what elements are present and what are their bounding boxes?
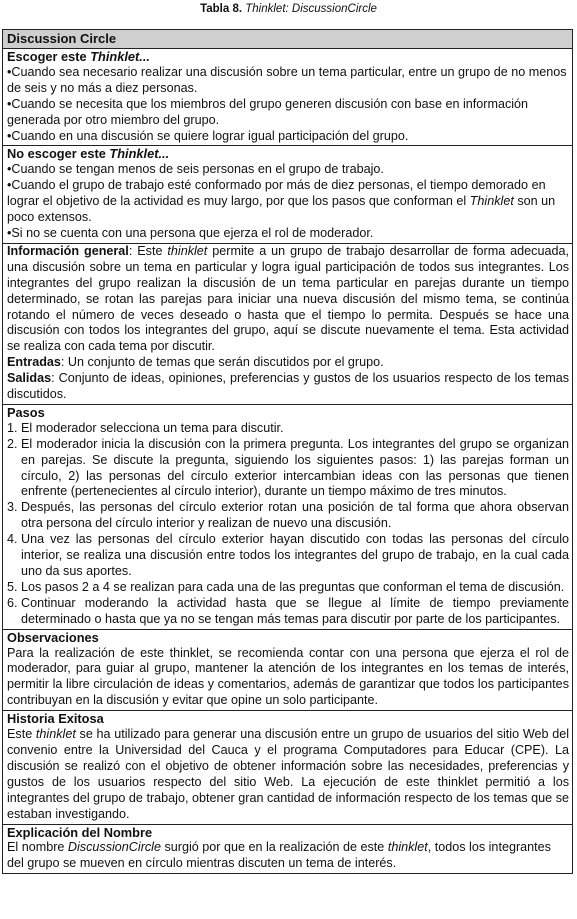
steps-section-row <box>3 404 573 629</box>
table-header-row <box>3 30 573 49</box>
choose-item-1: •Cuando sea necesario realizar una discusión sobre un tema particular, entre un grupo de no menos de seis y no más a diez personas. <box>7 64 567 95</box>
not-choose-item-2-emph: Thinklet <box>469 194 514 209</box>
thinklet-table <box>2 29 573 874</box>
choose-title-prefix: Escoger este <box>7 49 91 64</box>
step-number: 2. <box>7 436 18 451</box>
table-caption <box>0 0 577 18</box>
step-number: 4. <box>7 532 18 547</box>
general-section-row <box>3 243 573 404</box>
not-choose-title-prefix: No escoger este <box>7 146 110 162</box>
step-number: 6. <box>7 595 18 610</box>
name-title: Explicación del Nombre <box>7 824 153 840</box>
caption-title: Thinklet: DiscussionCircle <box>245 3 377 15</box>
choose-title <box>7 49 569 65</box>
general-info-paragraph <box>7 244 569 355</box>
not-choose-item-2 <box>7 178 569 226</box>
general-info-text-b: permite a un grupo de trabajo desarrollar de forma adecuada, una discusión sobre un tema en particular y logra igual participación de todos sus integrantes. Los integrantes del grupo realizan la discusión de un tema particular en parejas durante un tiempo determinado, se rotan las parejas para iniciar una nueva discusión del mismo tema, se continúa rotando el número de veces deseado o hasta que el tiempo lo permita. Después se hace una discusión con todos los integrantes del grupo, aquí se discute nuevamente el tema. Esta actividad se realiza con cada tema por discutir. <box>7 243 569 354</box>
not-choose-item-3: •Si no se cuenta con una persona que ejerza el rol de moderador. <box>7 225 374 240</box>
outputs-text: : Conjunto de ideas, opiniones, preferencias y gustos de los usuarios respecto de los temas discutidos. <box>7 371 569 402</box>
not-choose-section-row <box>3 146 573 243</box>
name-text-emph-2: thinklet <box>387 840 428 855</box>
steps-title: Pasos <box>7 404 45 420</box>
observations-section-row <box>3 629 573 711</box>
name-text-b: surgió por que en la realización de este <box>160 840 388 855</box>
choose-item-3: •Cuando en una discusión se quiere lograr igual participación del grupo. <box>7 128 409 143</box>
not-choose-section <box>3 146 573 243</box>
general-info-label: Información general <box>7 243 129 258</box>
name-text <box>7 840 569 872</box>
step-text: El moderador selecciona un tema para discutir. <box>21 420 284 435</box>
step-item <box>7 500 569 532</box>
not-choose-title-emph: Thinklet... <box>109 146 170 162</box>
steps-section <box>3 404 573 629</box>
not-choose-item-2-text: •Cuando el grupo de trabajo esté conformado por más de diez personas, el tiempo demorado en lograr el objetivo de la actividad es muy largo, por que los pasos que conforman el <box>7 178 546 209</box>
success-title: Historia Exitosa <box>7 711 104 727</box>
name-section-row <box>3 824 573 874</box>
observations-title: Observaciones <box>7 629 99 645</box>
step-item <box>7 421 569 437</box>
general-info-emph: thinklet <box>167 243 208 258</box>
steps-list <box>7 421 569 628</box>
step-item <box>7 580 569 596</box>
inputs-text: : Un conjunto de temas que serán discutidos por el grupo. <box>60 355 384 370</box>
name-section <box>3 824 573 874</box>
general-section <box>3 243 573 404</box>
inputs-label: Entradas <box>7 355 61 370</box>
step-item <box>7 532 569 580</box>
success-section-row <box>3 711 573 824</box>
thinklet-table-container <box>2 29 573 874</box>
success-text <box>7 727 569 822</box>
step-text: Después, las personas del círculo exterior rotan una posición de tal forma que ahora observan otra persona del círculo interior y realizan de nuevo una discusión. <box>21 500 569 531</box>
outputs-paragraph <box>7 371 569 403</box>
choose-section-row <box>3 49 573 146</box>
choose-item-2: •Cuando se necesita que los miembros del grupo generen discusión con base en información generada por otro miembro del grupo. <box>7 96 529 127</box>
inputs-paragraph <box>7 355 569 371</box>
success-section <box>3 711 573 824</box>
not-choose-item-2-tail: son un poco extensos. <box>7 194 556 225</box>
step-number: 1. <box>7 420 18 435</box>
step-number: 3. <box>7 500 18 515</box>
name-text-a: El nombre <box>7 840 68 855</box>
success-text-b: se ha utilizado para generar una discusión entre un grupo de usuarios del sitio Web del convenio entre la Universidad del Cauca y el programa Computadores para Educar (CPE). La discusión se realizó con el objetivo de obtener información sobre las necesidades, preferencias y gustos de los usuarios respecto del sitio Web. La ejecución de este thinklet permitió a los integrantes del grupo de trabajo, obtener gran cantidad de información respecto de los temas que se estaban investigando. <box>7 727 570 821</box>
step-item <box>7 437 569 501</box>
caption-label: Tabla 8. <box>200 3 243 15</box>
success-text-a: Este <box>7 727 36 742</box>
table-header: Discussion Circle <box>3 30 573 49</box>
general-info-text-a: : Este <box>128 243 168 258</box>
step-text: Los pasos 2 a 4 se realizan para cada una de las preguntas que conforman el tema de discusión. <box>21 579 565 594</box>
step-number: 5. <box>7 579 18 594</box>
step-text: Continuar moderando la actividad hasta que se llegue al límite de tiempo previamente determinado o hasta que ya no se tengan más temas para discutir por parte de los participantes. <box>21 595 569 626</box>
step-item <box>7 596 569 628</box>
not-choose-item-1: •Cuando se tengan menos de seis personas en el grupo de trabajo. <box>7 162 384 177</box>
choose-section <box>3 49 573 146</box>
name-text-c: , todos los integrantes del grupo se mueven en círculo mientras discuten un tema de interés. <box>7 840 551 871</box>
step-text: Una vez las personas del círculo exterior hayan discutido con todas las personas del círculo interior, se realiza una discusión entre todos los integrantes del grupo de trabajo, en la cual cada uno da sus aportes. <box>21 532 569 578</box>
choose-title-emph: Thinklet... <box>90 49 150 64</box>
success-text-emph: thinklet <box>35 727 76 742</box>
name-text-emph-1: DiscussionCircle <box>67 840 161 855</box>
observations-text: Para la realización de este thinklet, se recomienda contar con una persona que ejerza el rol de moderador, para guiar al grupo, mantener la atención de los integrantes en los temas de interés, permitir la libre circulación de ideas y comentarios, además de garantizar que todos los participantes contribuyan en la discusión y evitar que opine un solo participante. <box>7 645 569 708</box>
not-choose-title <box>7 146 569 162</box>
step-text: El moderador inicia la discusión con la primera pregunta. Los integrantes del grupo se organizan en parejas. Se discute la pregunta, siguiendo los siguientes pasos: 1) las parejas forman un círculo, 2) las personas del círculo exterior intercambian ideas con las personas que tienen enfrente (pertenecientes al círculo interior), durante un tiempo máximo de tres minutos. <box>21 436 569 499</box>
outputs-label: Salidas <box>7 371 52 386</box>
observations-section <box>3 629 573 711</box>
